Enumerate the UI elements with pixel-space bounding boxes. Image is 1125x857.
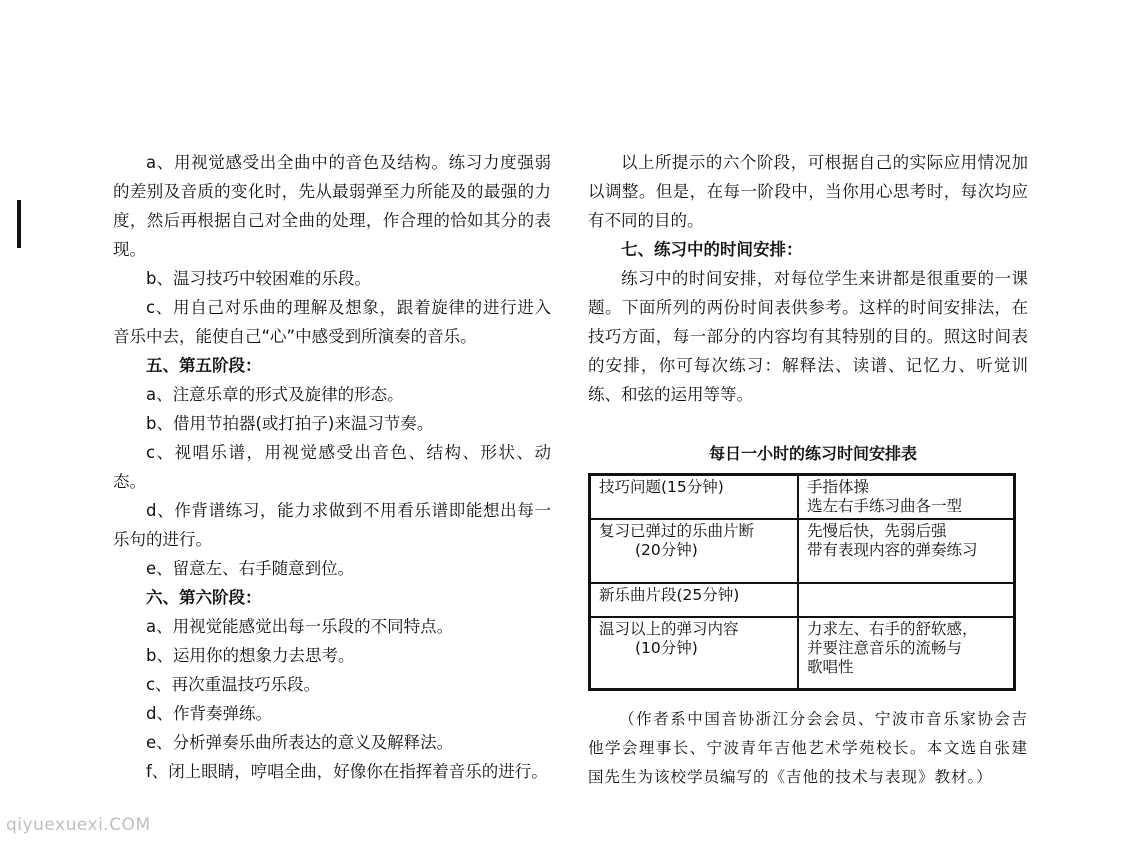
table-cell bbox=[590, 475, 799, 520]
paragraph: 以上所提示的六个阶段，可根据自己的实际应用情况加以调整。但是，在每一阶段中，当你用心思考时，每次均应有不同的目的。 bbox=[588, 153, 1028, 230]
paragraph: a、用视觉感受出全曲中的音色及结构。练习力度强弱的差别及音质的变化时，先从最弱弹至力所能及的最强的力度，然后再根据自己对全曲的处理，作合理的恰如其分的表现。 bbox=[113, 153, 551, 259]
section-heading: 五、第五阶段： bbox=[146, 356, 262, 375]
paragraph: c、再次重温技巧乐段。 bbox=[146, 675, 321, 694]
table-cell bbox=[798, 617, 1015, 690]
left-column bbox=[113, 148, 551, 786]
paragraph: c、用自己对乐曲的理解及想象，跟着旋律的进行进入音乐中去，能使自己“心”中感受到所演奏的音乐。 bbox=[113, 298, 551, 346]
paragraph: d、作背奏弹练。 bbox=[146, 704, 272, 723]
table-row bbox=[590, 617, 1015, 690]
table-cell bbox=[798, 519, 1015, 583]
table-cell bbox=[798, 475, 1015, 520]
table-cell bbox=[590, 519, 799, 583]
content-line: 并要注意音乐的流畅与 bbox=[807, 639, 963, 657]
table-cell bbox=[590, 617, 799, 690]
content-line: 力求左、右手的舒软感， bbox=[807, 620, 978, 638]
paragraph: b、借用节拍器(或打拍子)来温习节奏。 bbox=[146, 414, 434, 433]
table-row bbox=[590, 583, 1015, 617]
paragraph: a、用视觉能感觉出每一乐段的不同特点。 bbox=[146, 617, 454, 636]
item-label: 技巧问题(15分钟) bbox=[599, 478, 724, 496]
table-row bbox=[590, 475, 1015, 520]
paragraph: a、注意乐章的形式及旋律的形态。 bbox=[146, 385, 404, 404]
item-label: 温习以上的弹习内容 bbox=[599, 620, 739, 638]
table-cell bbox=[590, 583, 799, 617]
paragraph: 练习中的时间安排，对每位学生来讲都是很重要的一课题。下面所列的两份时间表供参考。这样的时间安排法，在技巧方面，每一部分的内容均有其特别的目的。照这时间表的安排，你可每次练习：解释法、读谱、记忆力、听觉训练、和弦的运用等等。 bbox=[588, 269, 1028, 404]
item-duration: (20分钟) bbox=[635, 541, 698, 559]
watermark: qiyuexuexi.COM bbox=[6, 815, 151, 835]
content-line: 手指体操 bbox=[807, 478, 870, 496]
table-cell bbox=[798, 583, 1015, 617]
paragraph: d、作背谱练习，能力求做到不用看乐谱即能想出每一乐句的进行。 bbox=[113, 501, 551, 549]
margin-mark bbox=[17, 200, 21, 248]
right-column bbox=[588, 148, 1028, 792]
section-heading: 七、练习中的时间安排： bbox=[621, 240, 803, 259]
paragraph: f、闭上眼睛，哼唱全曲，好像你在指挥着音乐的进行。 bbox=[146, 762, 548, 781]
section-heading: 六、第六阶段： bbox=[146, 588, 262, 607]
content-line: 选左右手练习曲各一型 bbox=[807, 497, 963, 515]
table-title: 每日一小时的练习时间安排表 bbox=[708, 444, 917, 463]
content-line: 先慢后快，先弱后强 bbox=[807, 522, 947, 540]
item-duration: (10分钟) bbox=[635, 639, 698, 657]
paragraph: b、温习技巧中较困难的乐段。 bbox=[146, 269, 371, 288]
paragraph: e、分析弹奏乐曲所表达的意义及解释法。 bbox=[146, 733, 454, 752]
content-line: 歌唱性 bbox=[807, 658, 854, 676]
item-label: 复习已弹过的乐曲片断 bbox=[599, 522, 755, 540]
paragraph: b、运用你的想象力去思考。 bbox=[146, 646, 355, 665]
content-line: 带有表现内容的弹奏练习 bbox=[807, 541, 978, 559]
table-row bbox=[590, 519, 1015, 583]
author-note: （作者系中国音协浙江分会会员、宁波市音乐家协会吉他学会理事长、宁波青年吉他艺术学苑校长。本文选自张建国先生为该校学员编写的《吉他的技术与表现》教材。） bbox=[588, 710, 1028, 786]
paragraph: c、视唱乐谱，用视觉感受出音色、结构、形状、动态。 bbox=[113, 443, 551, 491]
author-note-block bbox=[588, 705, 1028, 792]
paragraph: e、留意左、右手随意到位。 bbox=[146, 559, 355, 578]
item-label: 新乐曲片段(25分钟) bbox=[599, 586, 740, 604]
schedule-table bbox=[588, 473, 1016, 691]
